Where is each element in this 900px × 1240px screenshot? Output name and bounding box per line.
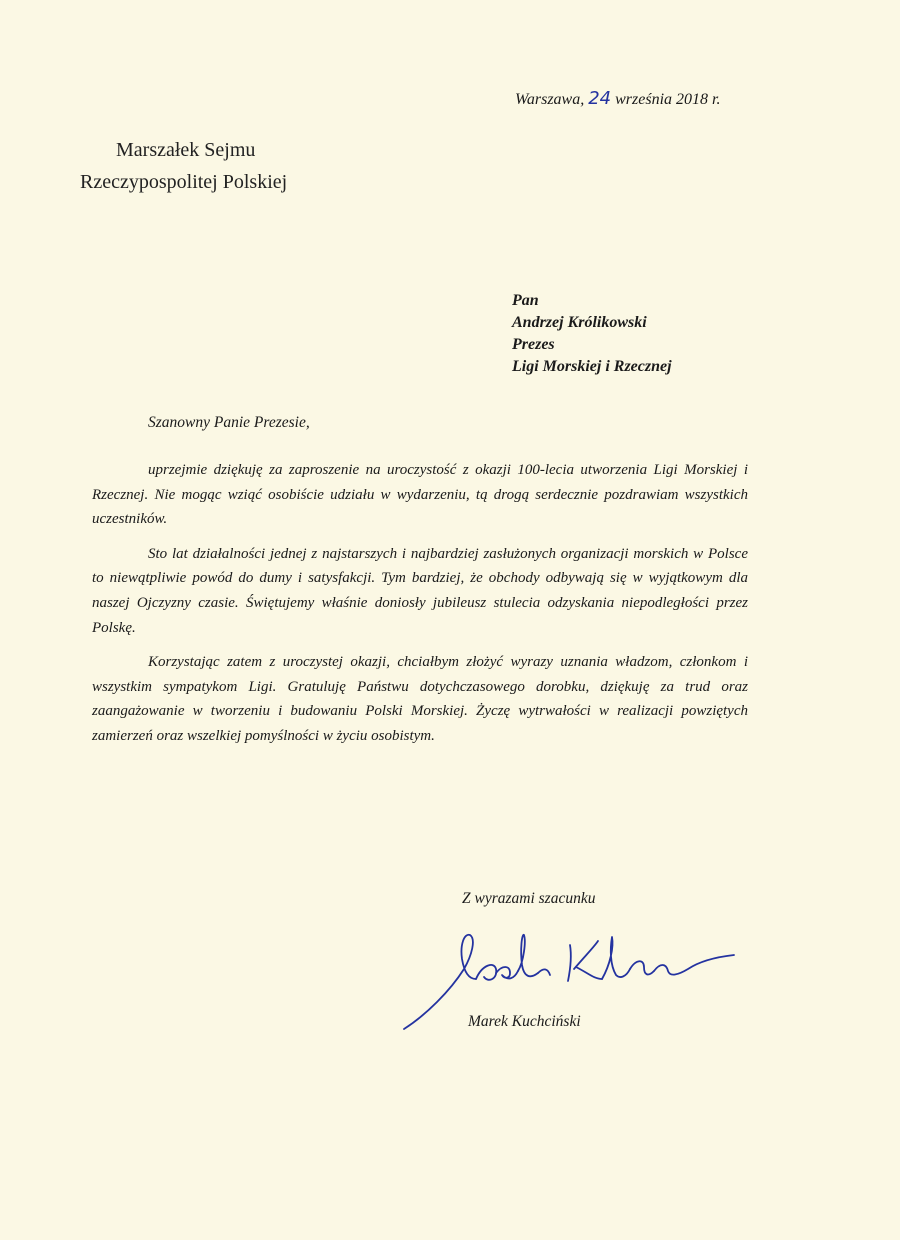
date-place: Warszawa, [515,91,585,108]
date-day-handwritten: 24 [588,88,612,109]
letter-date [515,88,720,109]
body-paragraph-1: uprzejmie dziękuję za zaproszenie na uroczystość z okazji 100-lecia utworzenia Ligi Morskiej i Rzecznej. Nie mogąc wziąć osobiście udziału w wydarzeniu, tą drogą serdecznie pozdrawiam wszystkich uczestników. [92,462,748,528]
recipient-line-1: Pan [512,292,539,309]
recipient-line-4: Ligi Morskiej i Rzecznej [512,358,672,375]
recipient-block [512,290,672,378]
sender-title: Marszałek Sejmu [116,139,256,161]
body-paragraph-3: Korzystając zatem z uroczystej okazji, chciałbym złożyć wyrazy uznania władzom, członkom i wszystkim sympatykom Ligi. Gratuluję Państwu dotychczasowego dorobku, dziękuję za trud oraz zaangażowanie w tworzeniu i budowaniu Polski Morskiej. Życzę wytrwałości w realizacji powziętych zamierzeń oraz wszelkiej pomyślności w życiu osobistym. [92,654,748,744]
recipient-line-2: Andrzej Królikowski [512,314,647,331]
sender-heading [80,134,287,198]
sender-institution: Rzeczypospolitej Polskiej [80,171,288,193]
closing-phrase: Z wyrazami szacunku [462,890,596,907]
letter-body [92,458,748,759]
salutation: Szanowny Panie Prezesie, [148,414,310,431]
date-suffix: września 2018 r. [615,91,721,108]
recipient-line-3: Prezes [512,336,555,353]
signer-name: Marek Kuchciński [468,1013,581,1030]
body-paragraph-2: Sto lat działalności jednej z najstarszych i najbardziej zasłużonych organizacji morskich w Polsce to niewątpliwie powód do dumy i satysfakcji. Tym bardziej, że obchody odbywają się w wyjątkowym dla naszej Ojczyzny czasie. Świętujemy właśnie doniosły jubileusz stulecia odzyskania niepodległości przez Polskę. [92,545,748,636]
